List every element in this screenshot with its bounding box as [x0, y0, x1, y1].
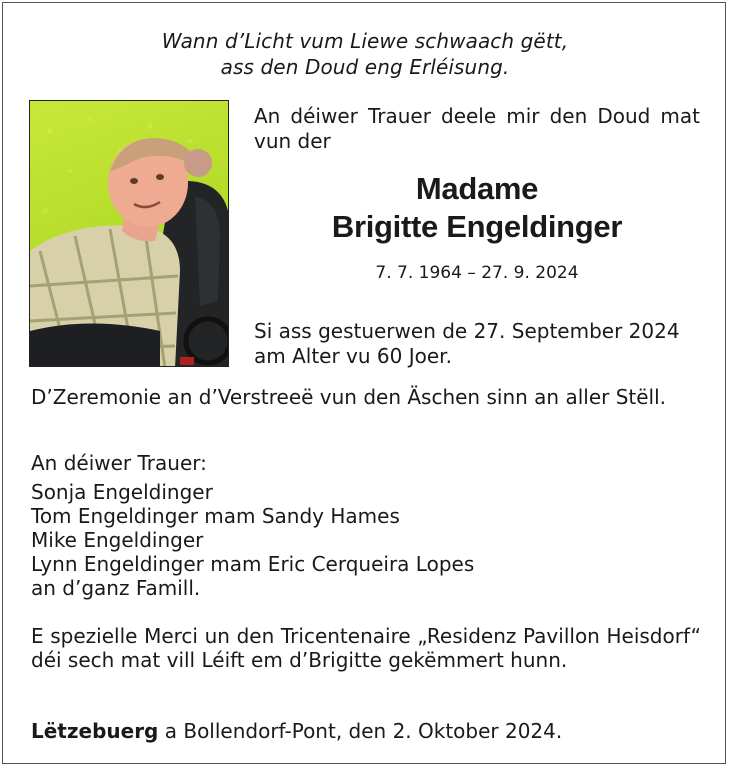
- portrait-photo: [29, 100, 229, 367]
- mourner-name: an d’ganz Famill.: [31, 576, 201, 600]
- motto: [0, 28, 730, 80]
- motto-line-1: Wann d’Licht vum Liewe schwaach gëtt,: [161, 29, 569, 53]
- place-rest: a Bollendorf-Pont, den 2. Oktober 2024.: [158, 719, 563, 743]
- thanks-text: E spezielle Merci un den Tricentenaire „Residenz Pavillon Heisdorf“ déi sech mat vill Léift em d’Brigitte gekëmmert hunn.: [31, 624, 701, 672]
- ceremony-text: D’Zeremonie an d’Verstreeë vun den Äschen sinn an aller Stëll.: [31, 385, 667, 409]
- deceased-name: Brigitte Engeldinger: [331, 209, 623, 244]
- deceased-title: Madame: [415, 171, 539, 206]
- mourners-heading: An déiwer Trauer:: [31, 451, 207, 475]
- deceased-name-block: [254, 170, 700, 246]
- mourners-list: [31, 451, 701, 600]
- death-note-line-2: am Alter vu 60 Joer.: [254, 344, 452, 368]
- death-note: [254, 319, 700, 369]
- portrait-illustration: [30, 101, 229, 367]
- mourner-name: Sonja Engeldinger: [31, 480, 213, 504]
- intro-text: An déiwer Trauer deele mir den Doud mat vun der: [254, 104, 700, 153]
- death-note-line-1: Si ass gestuerwen de 27. September 2024: [254, 319, 680, 343]
- life-dates: 7. 7. 1964 – 27. 9. 2024: [375, 263, 579, 283]
- place-city: Lëtzebuerg: [31, 719, 159, 743]
- mourner-name: Mike Engeldinger: [31, 528, 204, 552]
- mourner-name: Lynn Engeldinger mam Eric Cerqueira Lopes: [31, 552, 475, 576]
- place-and-date: [31, 718, 701, 744]
- motto-line-2: ass den Doud eng Erléisung.: [220, 55, 510, 79]
- mourner-name: Tom Engeldinger mam Sandy Hames: [31, 504, 400, 528]
